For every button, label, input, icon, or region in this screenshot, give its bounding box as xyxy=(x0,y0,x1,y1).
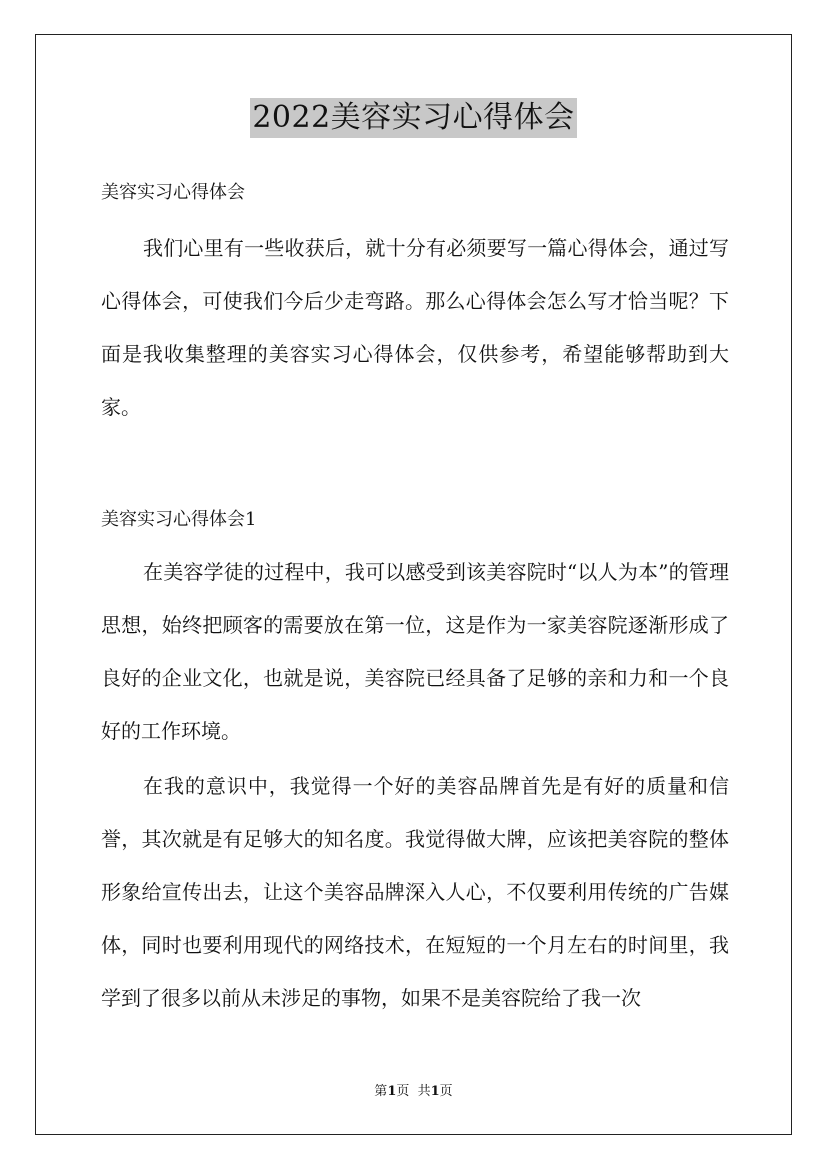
document-title: 2022美容实习心得体会 xyxy=(250,98,576,138)
section1-heading: 美容实习心得体会1 xyxy=(101,509,257,530)
footer-page-suffix: 页 xyxy=(439,1084,453,1099)
footer-page-total: 1 xyxy=(430,1084,440,1099)
page-footer xyxy=(0,1083,827,1101)
section1-paragraph-2: 在我的意识中，我觉得一个好的美容品牌首先是有好的质量和信誉，其次就是有足够大的知名度。我觉得做大牌，应该把美容院的整体形象给宣传出去，让这个美容品牌深入人心，不仅要利用传统的广告媒体，同时也要利用现代的网络技术，在短短的一个月左右的时间里，我学到了很多以前从未涉足的事物，如果不是美容院给了我一次 xyxy=(101,774,729,1010)
intro-paragraph: 我们心里有一些收获后，就十分有必须要写一篇心得体会，通过写心得体会，可使我们今后少走弯路。那么心得体会怎么写才恰当呢？下面是我收集整理的美容实习心得体会，仅供参考，希望能够帮助到大家。 xyxy=(101,236,729,419)
footer-page-prefix: 第 xyxy=(374,1084,388,1099)
title-container xyxy=(0,98,827,138)
intro-heading: 美容实习心得体会 xyxy=(101,182,245,203)
section1-paragraph-1: 在美容学徒的过程中，我可以感受到该美容院时“以人为本”的管理思想，始终把顾客的需要放在第一位，这是作为一家美容院逐渐形成了良好的企业文化，也就是说，美容院已经具备了足够的亲和力和一个良好的工作环境。 xyxy=(101,560,729,743)
footer-page-current: 1 xyxy=(387,1084,397,1099)
footer-page-mid: 页 共 xyxy=(396,1084,431,1099)
